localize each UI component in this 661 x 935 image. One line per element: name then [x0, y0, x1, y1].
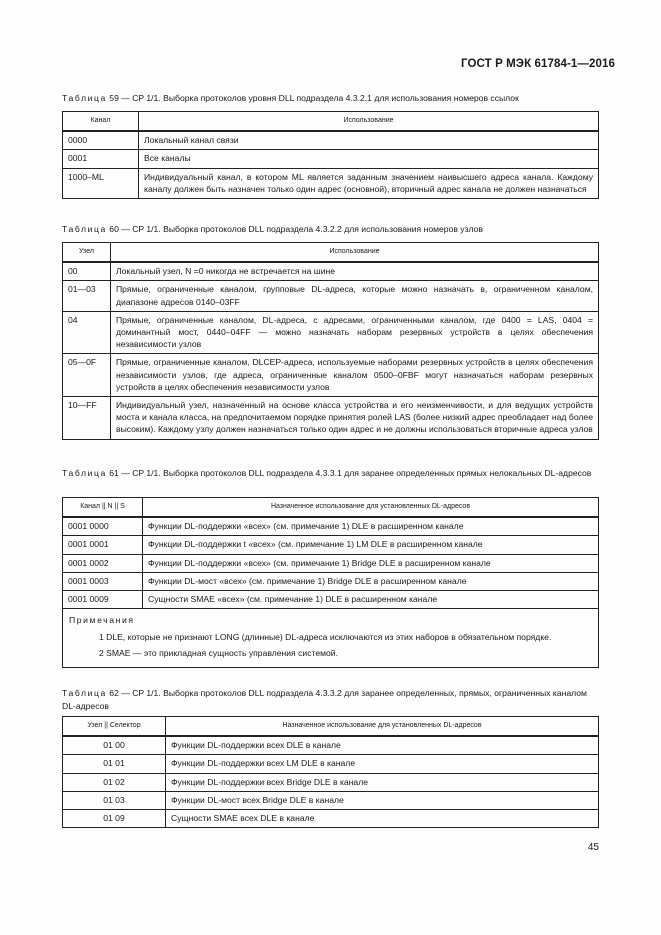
table-cell: 01 00: [63, 736, 166, 755]
table-row: [63, 554, 599, 572]
table-59: [62, 111, 599, 199]
column-header: Канал: [63, 112, 139, 132]
notes-title: Примечания: [69, 615, 135, 626]
table-label: Таблица: [62, 688, 107, 698]
table-cell: 0000: [63, 131, 139, 150]
column-header: Назначенное использование для установленных DL-адресов: [166, 717, 599, 737]
page-number: 45: [587, 842, 599, 853]
table-cell: 05—0F: [63, 354, 111, 397]
table-row: [63, 591, 599, 609]
table-row: [63, 262, 599, 281]
notes-cell: [63, 609, 599, 668]
table-row: [63, 773, 599, 791]
table-row: [63, 736, 599, 755]
table-cell: Функции DL-мост всех Bridge DLE в канале: [166, 791, 599, 809]
table-row: [63, 354, 599, 397]
table-cell: Все каналы: [139, 150, 599, 168]
column-header: Канал || N || S: [63, 498, 143, 518]
table-cell: 01 01: [63, 755, 166, 773]
table-cell: 01 03: [63, 791, 166, 809]
table-cell: 0001 0000: [63, 517, 143, 536]
standard-code: ГОСТ Р МЭК 61784-1—2016: [461, 58, 615, 70]
table-row: [63, 572, 599, 590]
table-row: [63, 517, 599, 536]
table-cell: Локальный узел, N =0 никогда не встречается на шине: [111, 262, 599, 281]
table-cell: 01 09: [63, 810, 166, 828]
column-header: Использование: [139, 112, 599, 132]
table-cell: Индивидуальный канал, в котором ML является заданным значением наивысшего адреса канала. Каждому каналу должен быть назначен только один адрес (основной), вторичный адрес канала не должен назначаться: [139, 168, 599, 198]
table-cell: Функции DL-поддержки t «всех» (см. примечание 1) LM DLE в расширенном канале: [143, 536, 599, 554]
table-60-caption: [62, 223, 598, 236]
table-row: [63, 311, 599, 354]
table-header-row: [63, 112, 599, 132]
table-cell: 1000–ML: [63, 168, 139, 198]
table-row: [63, 810, 599, 828]
column-header: Узел || Селектор: [63, 717, 166, 737]
table-label: Таблица: [62, 468, 107, 478]
table-label: Таблица: [62, 93, 107, 103]
table-caption-text: 60 — CP 1/1. Выборка протоколов DLL подраздела 4.3.2.2 для использования номеров узлов: [109, 224, 483, 234]
table-62: [62, 716, 599, 828]
column-header: Использование: [111, 243, 599, 263]
table-cell: Функции DL-поддержки «всех» (см. примечание 1) Bridge DLE в расширенном канале: [143, 554, 599, 572]
table-cell: 0001: [63, 150, 139, 168]
table-cell: 0001 0009: [63, 591, 143, 609]
table-header-row: [63, 498, 599, 518]
table-cell: Функции DL-поддержки всех LM DLE в канале: [166, 755, 599, 773]
table-cell: 01 02: [63, 773, 166, 791]
table-cell: Прямые, ограниченные каналом, DLCEP-адреса, используемые наборами резервных устройств в целях обеспечения независимости узлов, где адреса, ограниченные каналом 0500–0FBF могут назначаться наборам резервных устройств в целях обеспечения независимости узлов: [111, 354, 599, 397]
table-label: Таблица: [62, 224, 107, 234]
table-row: [63, 536, 599, 554]
table-cell: Функции DL-поддержки всех DLE в канале: [166, 736, 599, 755]
table-header-row: [63, 243, 599, 263]
notes-row: [63, 609, 599, 668]
table-cell: Функции DL-поддержки всех Bridge DLE в канале: [166, 773, 599, 791]
table-row: [63, 168, 599, 198]
note-1: 1 DLE, которые не признают LONG (длинные) DL-адреса исключаются из этих наборов в обязательном порядке.: [99, 632, 552, 643]
table-61-caption: [62, 467, 598, 480]
table-row: [63, 791, 599, 809]
table-row: [63, 281, 599, 311]
table-cell: Прямые, ограниченные каналом, DL-адреса, с адресами, ограниченными каналом, где 0400 = LAS, 0404 = доминантный мост, 0440–04FF — можно назначать наборам резервных устройств в целях обеспечения независимости узлов: [111, 311, 599, 354]
table-cell: Сущности SMAE всех DLE в канале: [166, 810, 599, 828]
table-61: [62, 497, 599, 668]
table-cell: 10—FF: [63, 397, 111, 440]
column-header: Узел: [63, 243, 111, 263]
table-cell: 01—03: [63, 281, 111, 311]
table-header-row: [63, 717, 599, 737]
table-cell: 0001 0001: [63, 536, 143, 554]
table-cell: Функции DL-поддержки «всех» (см. примечание 1) DLE в расширенном канале: [143, 517, 599, 536]
note-2: 2 SMAE — это прикладная сущность управления системой.: [99, 647, 338, 658]
table-cell: 00: [63, 262, 111, 281]
table-59-caption: [62, 92, 598, 105]
table-cell: Функции DL-мост «всех» (см. примечание 1) Bridge DLE в расширенном канале: [143, 572, 599, 590]
table-row: [63, 397, 599, 440]
table-cell: 0001 0003: [63, 572, 143, 590]
column-header: Назначенное использование для установленных DL-адресов: [143, 498, 599, 518]
table-row: [63, 150, 599, 168]
table-caption-text: 61 — CP 1/1. Выборка протоколов DLL подраздела 4.3.3.1 для заранее определенных прямых нелокальных DL-адресов: [109, 468, 592, 478]
table-60: [62, 242, 599, 440]
table-row: [63, 755, 599, 773]
table-cell: Сущности SMAE «всех» (см. примечание 1) DLE в расширенном канале: [143, 591, 599, 609]
table-62-caption: [62, 687, 598, 712]
table-cell: Индивидуальный узел, назначенный на основе класса устройства и его неизменчивости, и для ведущих устройств моста и канала класса, на предпочитаемом порядке принятия ролей LAS (более низкий адрес преобладает над более высоким). Каждому узлу должен назначаться только один адрес и не должны использоваться вторичные адреса узлов: [111, 397, 599, 440]
table-cell: 0001 0002: [63, 554, 143, 572]
table-cell: 04: [63, 311, 111, 354]
table-caption-text: 59 — CP 1/1. Выборка протоколов уровня DLL подраздела 4.3.2.1 для использования номеров ссылок: [109, 93, 519, 103]
table-row: [63, 131, 599, 150]
table-cell: Локальный канал связи: [139, 131, 599, 150]
table-cell: Прямые, ограниченные каналом, групповые DL-адреса, которые можно назначать в, ограниченном каналом, диапазоне адресов 0140–03FF: [111, 281, 599, 311]
table-caption-text: 62 — CP 1/1. Выборка протоколов DLL подраздела 4.3.3.2 для заранее определенных, прямых, ограниченных каналом DL-адресов: [62, 688, 587, 711]
